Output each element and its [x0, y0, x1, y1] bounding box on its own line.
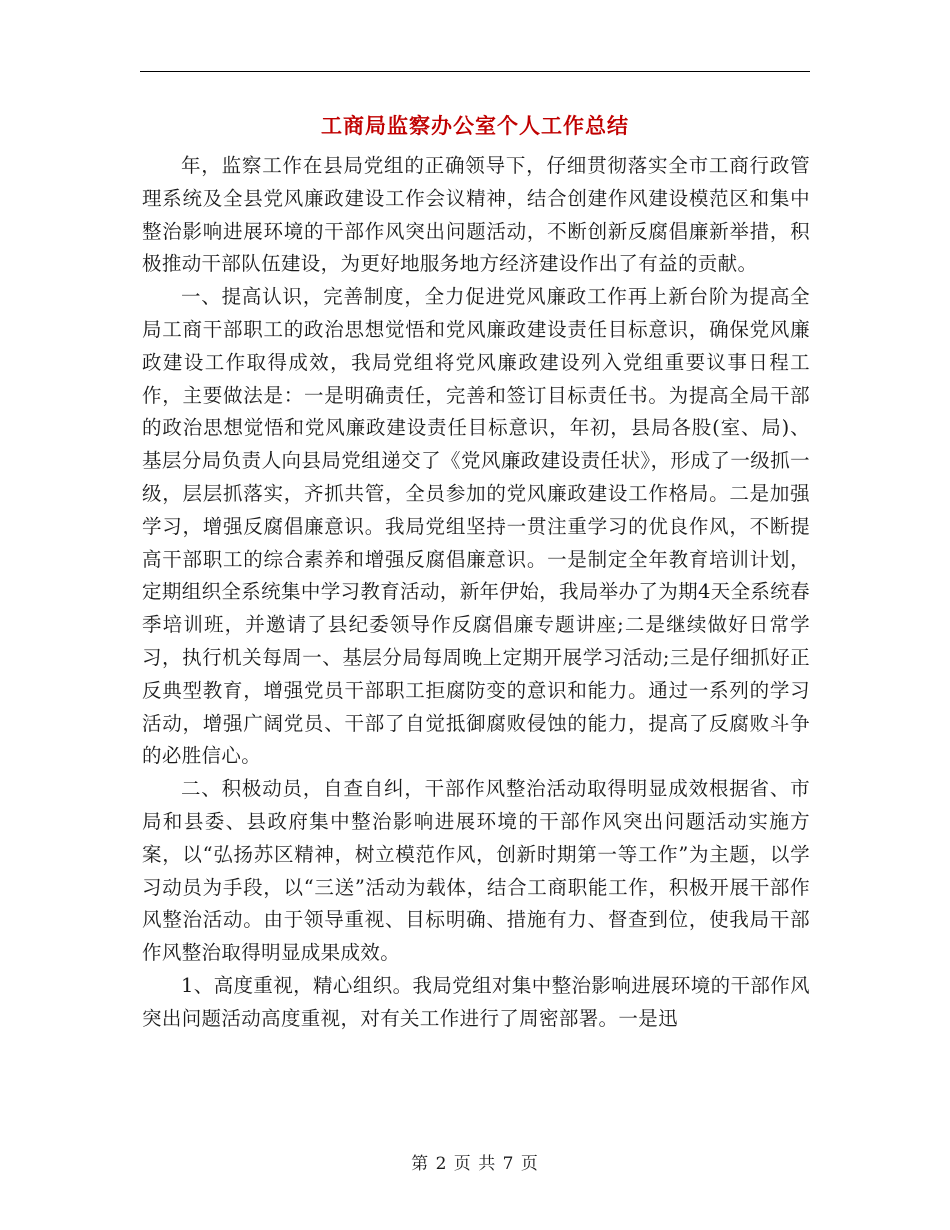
- paragraph-intro: 年，监察工作在县局党组的正确领导下，仔细贯彻落实全市工商行政管理系统及全县党风廉政建设工作会议精神，结合创建作风建设模范区和集中整治影响进展环境的干部作风突出问题活动，不断创新反腐倡廉新举措，积极推动干部队伍建设，为更好地服务地方经济建设作出了有益的贡献。: [142, 154, 810, 276]
- document-title: 工商局监察办公室个人工作总结: [321, 113, 629, 138]
- page-number: 第 2 页 共 7 页: [411, 1154, 539, 1174]
- header-rule: [140, 71, 810, 72]
- document-body: [142, 150, 810, 1036]
- paragraph-item-one: 1、高度重视，精心组织。我局党组对集中整治影响进展环境的干部作风突出问题活动高度重视，对有关工作进行了周密部署。一是迅: [142, 973, 810, 1030]
- paragraph-section-two: 二、积极动员，自查自纠，干部作风整治活动取得明显成效根据省、市局和县委、县政府集中整治影响进展环境的干部作风突出问题活动实施方案，以“弘扬苏区精神，树立模范作风，创新时期第一等工作”为主题，以学习动员为手段，以“三送”活动为载体，结合工商职能工作，积极开展干部作风整治活动。由于领导重视、目标明确、措施有力、督查到位，使我局干部作风整治取得明显成果成效。: [142, 777, 810, 965]
- paragraph-section-one: 一、提高认识，完善制度，全力促进党风廉政工作再上新台阶为提高全局工商干部职工的政治思想觉悟和党风廉政建设责任目标意识，确保党风廉政建设工作取得成效，我局党组将党风廉政建设列入党组重要议事日程工作，主要做法是：一是明确责任，完善和签订目标责任书。为提高全局干部的政治思想觉悟和党风廉政建设责任目标意识，年初，县局各股(室、局)、基层分局负责人向县局党组递交了《党风廉政建设责任状》，形成了一级抓一级，层层抓落实，齐抓共管，全员参加的党风廉政建设工作格局。二是加强学习，增强反腐倡廉意识。我局党组坚持一贯注重学习的优良作风，不断提高干部职工的综合素养和增强反腐倡廉意识。一是制定全年教育培训计划，定期组织全系统集中学习教育活动，新年伊始，我局举办了为期4天全系统春季培训班，并邀请了县纪委领导作反腐倡廉专题讲座;二是继续做好日常学习，执行机关每周一、基层分局每周晚上定期开展学习活动;三是仔细抓好正反典型教育，增强党员干部职工拒腐防变的意识和能力。通过一系列的学习活动，增强广阔党员、干部了自觉抵御腐败侵蚀的能力，提高了反腐败斗争的必胜信心。: [142, 285, 810, 768]
